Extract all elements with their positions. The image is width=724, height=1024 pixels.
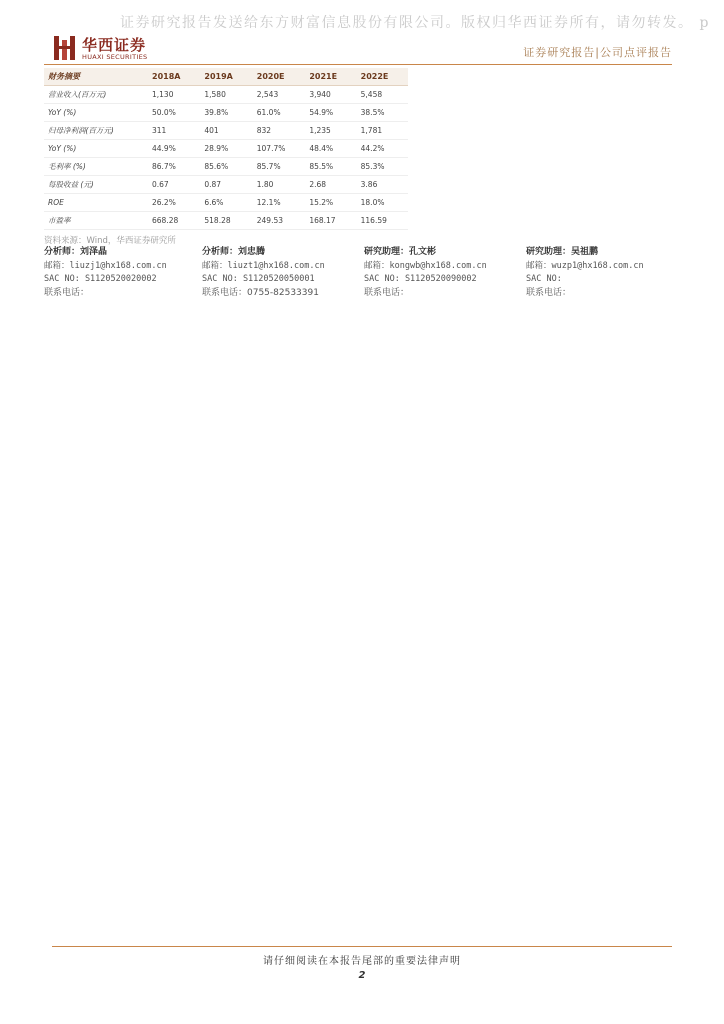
row-label: 每股收益 (元) [44,176,148,194]
table-cell: 54.9% [305,104,356,122]
table-cell: 28.9% [200,140,252,158]
table-cell: 668.28 [148,212,200,230]
analyst-email[interactable]: 邮箱：liuzt1@hx168.com.cn [202,260,325,271]
analyst-email[interactable]: 邮箱：kongwb@hx168.com.cn [364,260,487,271]
footer-divider [52,946,672,947]
table-cell: 48.4% [305,140,356,158]
table-cell: 116.59 [357,212,408,230]
table-cell: 107.7% [253,140,306,158]
table-cell: 12.1% [253,194,306,212]
analyst-name: 研究助理：孔文彬 [364,247,437,257]
table-cell: 85.3% [357,158,408,176]
analyst-phone: 联系电话： [44,287,90,298]
table-row [44,140,408,158]
row-label: 市盈率 [44,212,148,230]
table-cell: 1,130 [148,86,200,104]
table-cell: 249.53 [253,212,306,230]
header-divider [44,64,672,65]
table-cell: 1,781 [357,122,408,140]
table-cell: 5,458 [357,86,408,104]
table-cell: 50.0% [148,104,200,122]
analyst-contacts [44,246,684,306]
legal-disclaimer: 请仔细阅读在本报告尾部的重要法律声明 [263,956,461,967]
table-cell: 44.9% [148,140,200,158]
table-cell: 85.6% [200,158,252,176]
table-row [44,194,408,212]
column-header: 2019A [200,68,252,86]
row-label: 毛利率 (%) [44,158,148,176]
table-cell: 311 [148,122,200,140]
table-cell: 18.0% [357,194,408,212]
analyst-phone: 联系电话：0755-82533391 [202,287,319,298]
table-row [44,122,408,140]
table-cell: 1,235 [305,122,356,140]
analyst-name: 分析师：刘忠腾 [202,247,266,257]
analyst-card [364,246,524,300]
analyst-sac-number: SAC NO: [526,274,562,284]
analyst-card [44,246,204,300]
table-cell: 401 [200,122,252,140]
table-cell: 3.86 [357,176,408,194]
table-cell: 1.80 [253,176,306,194]
table-cell: 85.5% [305,158,356,176]
table-cell: 0.67 [148,176,200,194]
watermark-text: 证券研究报告发送给东方财富信息股份有限公司。版权归华西证券所有，请勿转发。 p [120,15,710,31]
table-cell: 2,543 [253,86,306,104]
column-header: 2021E [305,68,356,86]
column-header: 2018A [148,68,200,86]
table-cell: 832 [253,122,306,140]
analyst-email[interactable]: 邮箱：wuzp1@hx168.com.cn [526,260,644,271]
column-header: 2022E [357,68,408,86]
analyst-phone: 联系电话： [364,287,410,298]
analyst-card [202,246,362,300]
analyst-name: 研究助理：吴祖鹏 [526,247,599,257]
table-row [44,104,408,122]
table-cell: 26.2% [148,194,200,212]
analyst-sac-number: SAC NO: S1120520020002 [44,274,157,284]
row-label: ROE [44,194,148,212]
logo-chinese-name: 华西证券 [82,36,147,54]
table-cell: 3,940 [305,86,356,104]
row-label: YoY (%) [44,140,148,158]
table-cell: 85.7% [253,158,306,176]
table-source-note: 资料来源：Wind，华西证券研究所 [44,236,176,246]
table-cell: 168.17 [305,212,356,230]
analyst-sac-number: SAC NO: S1120520050001 [202,274,315,284]
table-row [44,158,408,176]
analyst-card [526,246,686,300]
report-type-label: 证券研究报告|公司点评报告 [523,46,672,59]
table-cell: 1,580 [200,86,252,104]
column-header: 2020E [253,68,306,86]
analyst-phone: 联系电话： [526,287,572,298]
financial-summary-table [44,68,408,230]
table-cell: 0.87 [200,176,252,194]
table-cell: 61.0% [253,104,306,122]
page-number: 2 [358,970,366,981]
table-cell: 15.2% [305,194,356,212]
logo-english-name: HUAXI SECURITIES [82,53,148,61]
table-cell: 2.68 [305,176,356,194]
row-label: YoY (%) [44,104,148,122]
table-cell: 86.7% [148,158,200,176]
analyst-sac-number: SAC NO: S1120520090002 [364,274,477,284]
analyst-email[interactable]: 邮箱：liuzj1@hx168.com.cn [44,260,167,271]
table-cell: 44.2% [357,140,408,158]
table-row [44,176,408,194]
company-logo [52,34,172,66]
table-cell: 6.6% [200,194,252,212]
table-cell: 38.5% [357,104,408,122]
table-header-row [44,68,408,86]
table-row [44,212,408,230]
column-header: 财务摘要 [44,68,148,86]
row-label: 归母净利润(百万元) [44,122,148,140]
huaxi-logo-icon [52,34,78,62]
analyst-name: 分析师：刘泽晶 [44,247,108,257]
row-label: 营业收入(百万元) [44,86,148,104]
table-cell: 518.28 [200,212,252,230]
table-row [44,86,408,104]
table-cell: 39.8% [200,104,252,122]
